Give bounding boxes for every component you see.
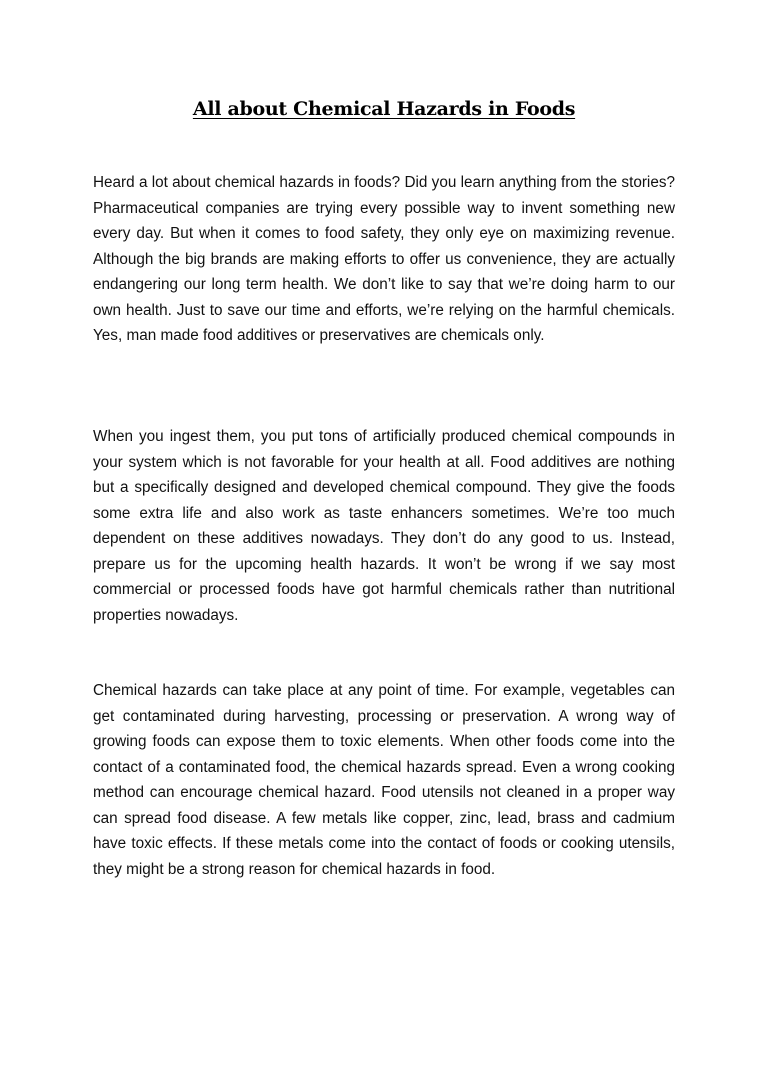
paragraph-contamination: Chemical hazards can take place at any point of time. For example, vegetables can get contaminated during harvesting, processing or preservation. A wrong way of growing foods can expose them to toxic elements. When other foods come into the contact of a contaminated food, the chemical hazards spread. Even a wrong cooking method can encourage chemical hazard. Food utensils not cleaned in a proper way can spread food disease. A few metals like copper, zinc, lead, brass and cadmium have toxic effects. If these metals come into the contact of foods or cooking utensils, they might be a strong reason for chemical hazards in food.: [93, 682, 675, 878]
paragraph-intro: Heard a lot about chemical hazards in foods? Did you learn anything from the stories? Pharmaceutical companies are trying every possible way to invent something new every day. But when it comes to food safety, they only eye on maximizing revenue. Although the big brands are making efforts to offer us convenience, they are actually endangering our long term health. We don’t like to say that we’re doing harm to our own health. Just to save our time and efforts, we’re relying on the harmful chemicals. Yes, man made food additives or preservatives are chemicals only.: [93, 174, 675, 344]
document-title: All about Chemical Hazards in Foods: [192, 98, 576, 120]
paragraph-additives: When you ingest them, you put tons of artificially produced chemical compounds in your system which is not favorable for your health at all. Food additives are nothing but a specifically designed and developed chemical compound. They give the foods some extra life and also work as taste enhancers sometimes. We’re too much dependent on these additives nowadays. They don’t do any good to us. Instead, prepare us for the upcoming health hazards. It won’t be wrong if we say most commercial or processed foods have got harmful chemicals rather than nutritional properties nowadays.: [93, 428, 675, 624]
